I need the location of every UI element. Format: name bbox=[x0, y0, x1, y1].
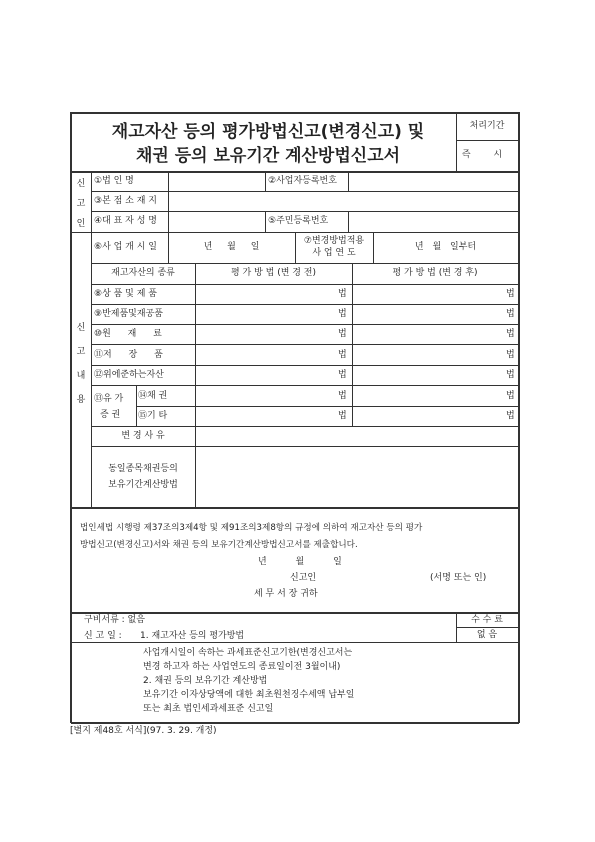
deadline-item-2: 2. 채권 등의 보유기간 계산방법 bbox=[143, 676, 268, 686]
bonds-label: ⑭채 권 bbox=[138, 391, 168, 401]
processing-period-value: 즉 시 bbox=[461, 150, 513, 160]
method-after-suffix[interactable]: 법 bbox=[506, 309, 515, 319]
corp-name-field[interactable] bbox=[169, 172, 264, 190]
method-before-suffix[interactable]: 법 bbox=[338, 411, 347, 421]
sign-date[interactable]: 년 월 일 bbox=[258, 557, 342, 567]
biz-reg-no-label: ②사업자등록번호 bbox=[268, 176, 337, 186]
holding-method-label-2: 보유기간계산방법 bbox=[108, 480, 178, 490]
sign-reporter-label: 신고인 bbox=[290, 573, 317, 583]
method-before-header: 평 가 방 법 (변 경 전) bbox=[230, 268, 317, 278]
change-applied-label-2: 사 업 연 도 bbox=[312, 248, 356, 258]
declaration-line1: 법인세법 시행령 제37조의3제4항 및 제91조의3제8항의 규정에 의하여 재고자산 등의 평가 bbox=[80, 523, 423, 533]
content-section-label: 신고내용 bbox=[76, 323, 86, 405]
change-reason-field[interactable] bbox=[196, 427, 517, 445]
others-label: ⑮기 타 bbox=[138, 411, 168, 421]
change-applied-label-1: ⑦변경방법적용 bbox=[303, 236, 365, 246]
deadline-item-2b: 또는 최초 법인세과세표준 신고일 bbox=[143, 704, 274, 714]
reporter-section-label: 신고인 bbox=[76, 179, 86, 229]
holding-method-field[interactable] bbox=[196, 447, 517, 506]
form-footer: [별지 제48호 서식](97. 3. 29. 개정) bbox=[70, 726, 217, 736]
method-before-suffix[interactable]: 법 bbox=[338, 370, 347, 380]
sign-note[interactable]: (서명 또는 인) bbox=[430, 573, 487, 583]
method-after-header: 평 가 방 법 (변 경 후) bbox=[392, 268, 478, 278]
docs-label: 구비서류 : 없음 bbox=[84, 615, 145, 625]
rep-name-label: ④대 표 자 성 명 bbox=[94, 216, 157, 226]
item-label: ⑨반제품및재공품 bbox=[94, 309, 163, 319]
method-after-suffix[interactable]: 법 bbox=[506, 350, 515, 360]
method-after-suffix[interactable]: 법 bbox=[506, 391, 515, 401]
tax-office: 세 무 서 장 귀하 bbox=[254, 589, 318, 599]
resident-no-label: ⑤주민등록번호 bbox=[268, 216, 329, 226]
hq-address-label: ③본 점 소 재 지 bbox=[94, 196, 157, 206]
item-label: ⑩원 재 료 bbox=[94, 329, 162, 339]
method-after-suffix[interactable]: 법 bbox=[506, 411, 515, 421]
deadline-label: 신 고 일 : bbox=[84, 631, 122, 641]
method-after-suffix[interactable]: 법 bbox=[506, 329, 515, 339]
fee-value: 없 음 bbox=[476, 630, 498, 640]
fee-label: 수 수 료 bbox=[471, 615, 503, 625]
method-before-suffix[interactable]: 법 bbox=[338, 350, 347, 360]
change-applied-date[interactable]: 년 월 일부터 bbox=[414, 242, 477, 252]
method-before-suffix[interactable]: 법 bbox=[338, 289, 347, 299]
resident-no-field[interactable] bbox=[349, 212, 517, 231]
method-before-suffix[interactable]: 법 bbox=[338, 391, 347, 401]
inventory-type-header: 재고자산의 종류 bbox=[111, 268, 175, 278]
processing-period-label: 처리기간 bbox=[469, 121, 505, 131]
biz-start-date[interactable]: 년 월 일 bbox=[203, 242, 260, 252]
item-label: ⑪저 장 품 bbox=[94, 350, 163, 360]
holding-method-label-1: 동일종목채권등의 bbox=[108, 464, 178, 474]
method-after-suffix[interactable]: 법 bbox=[506, 289, 515, 299]
method-after-suffix[interactable]: 법 bbox=[506, 370, 515, 380]
item-label: ⑫위에준하는자산 bbox=[94, 370, 164, 380]
change-reason-label: 변 경 사 유 bbox=[121, 431, 165, 441]
biz-start-label: ⑥사 업 개 시 일 bbox=[94, 242, 157, 252]
method-before-suffix[interactable]: 법 bbox=[338, 309, 347, 319]
form-title-line2: 채권 등의 보유기간 계산방법신고서 bbox=[135, 146, 401, 166]
corp-name-label: ①법 인 명 bbox=[94, 176, 134, 186]
hq-address-field[interactable] bbox=[169, 192, 517, 210]
deadline-item-1b: 변경 하고자 하는 사업연도의 종료일이전 3월이내) bbox=[143, 662, 341, 672]
item-label: ⑧상 품 및 제 품 bbox=[94, 289, 157, 299]
securities-label-1: ⑬유 가 bbox=[94, 394, 124, 404]
deadline-item-1a: 사업개시일이 속하는 과세표준신고기한(변경신고서는 bbox=[143, 648, 353, 658]
biz-reg-no-field[interactable] bbox=[349, 172, 517, 190]
form-title-line1: 재고자산 등의 평가방법신고(변경신고) 및 bbox=[111, 122, 425, 142]
deadline-item-2a: 보유기간 이자상당액에 대한 최초원천징수세액 납부일 bbox=[143, 690, 355, 700]
deadline-item-1: 1. 재고자산 등의 평가방법 bbox=[140, 631, 245, 641]
rep-name-field[interactable] bbox=[169, 212, 264, 231]
declaration-line2: 방법신고(변경신고)서와 채권 등의 보유기간계산방법신고서를 제출합니다. bbox=[80, 540, 358, 550]
securities-label-2: 증 권 bbox=[100, 410, 121, 420]
method-before-suffix[interactable]: 법 bbox=[338, 329, 347, 339]
